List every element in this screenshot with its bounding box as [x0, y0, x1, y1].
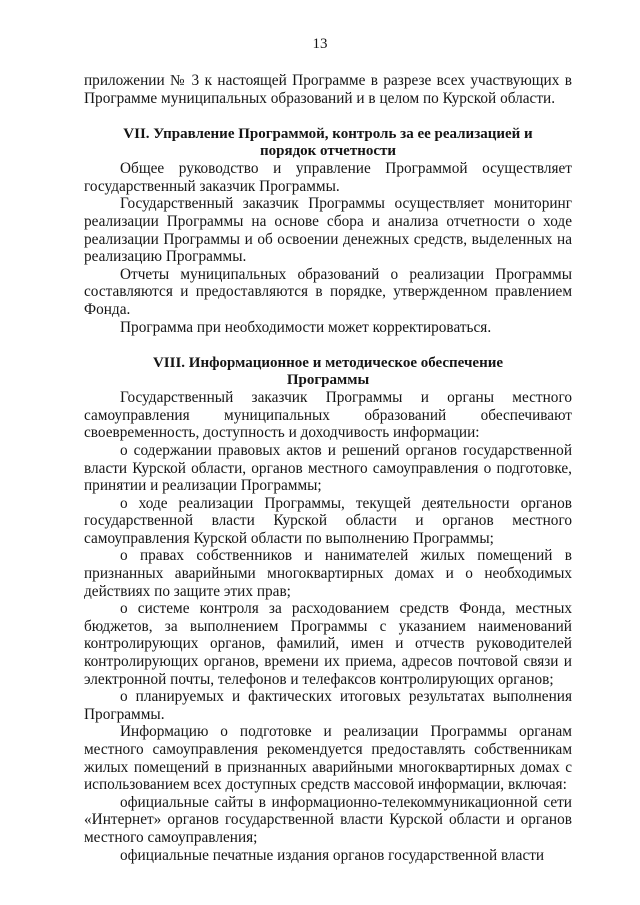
paragraph: Государственный заказчик Программы осуществляет мониторинг реализации Программы на основе сбора и анализа отчетности о ходе реализации Программы и об освоении денежных средств, выделенных на реализацию Программы.	[84, 195, 572, 266]
section-heading: VIII. Информационное и методическое обеспечение	[152, 355, 504, 372]
section-heading: Программы	[286, 372, 370, 389]
paragraph: официальные печатные издания органов государственной власти	[120, 846, 545, 864]
paragraph: Программа при необходимости может корректироваться.	[120, 318, 492, 336]
paragraph: о планируемых и фактических итоговых результатах выполнения Программы.	[84, 688, 572, 723]
paragraph: о ходе реализации Программы, текущей деятельности органов государственной власти Курской области и органов местного самоуправления Курской области по выполнению Программы;	[84, 494, 572, 547]
paragraph: о содержании правовых актов и решений органов государственной власти Курской области, органов местного самоуправления о подготовке, принятии и реализации Программы;	[84, 441, 572, 495]
paragraph: о правах собственников и нанимателей жилых помещений в признанных аварийными многоквартирных домах и о необходимых действиях по защите этих прав;	[84, 547, 572, 600]
paragraph: о системе контроля за расходованием средств Фонда, местных бюджетов, за выполнением Программы с указанием наименований контролирующих органов, фамилий, имен и отчеств руководителей контролирующих органов, времени их приема, адресов почтовой связи и электронной почты, телефонов и телефаксов контролирующих органов;	[84, 600, 572, 688]
paragraph: официальные сайты в информационно-телекоммуникационной сети «Интернет» органов государственной власти Курской области и органов местного самоуправления;	[84, 793, 572, 846]
paragraph: Информацию о подготовке и реализации Программы органам местного самоуправления рекомендуется предоставлять собственникам жилых помещений в признанных аварийными многоквартирных домах с использованием всех доступных средств массовой информации, включая:	[84, 723, 572, 794]
section-spacer	[84, 107, 572, 126]
section-heading: порядок отчетности	[259, 143, 397, 160]
section-heading: VII. Управление Программой, контроль за ее реализацией и	[123, 126, 533, 143]
paragraph: Государственный заказчик Программы и органы местного самоуправления муниципальных образований обеспечивают своевременность, доступность и доходчивость информации:	[84, 389, 572, 442]
paragraph: приложении № 3 к настоящей Программе в разрезе всех участвующих в Программе муниципальных образований и в целом по Курской области.	[84, 72, 572, 107]
page-number: 13	[312, 36, 328, 52]
document-body	[84, 72, 572, 864]
paragraph: Общее руководство и управление Программой осуществляет государственный заказчик Программы.	[84, 160, 572, 195]
section-spacer	[84, 336, 572, 355]
paragraph: Отчеты муниципальных образований о реализации Программы составляются и предоставляются в порядке, утвержденном правлением Фонда.	[84, 265, 572, 318]
